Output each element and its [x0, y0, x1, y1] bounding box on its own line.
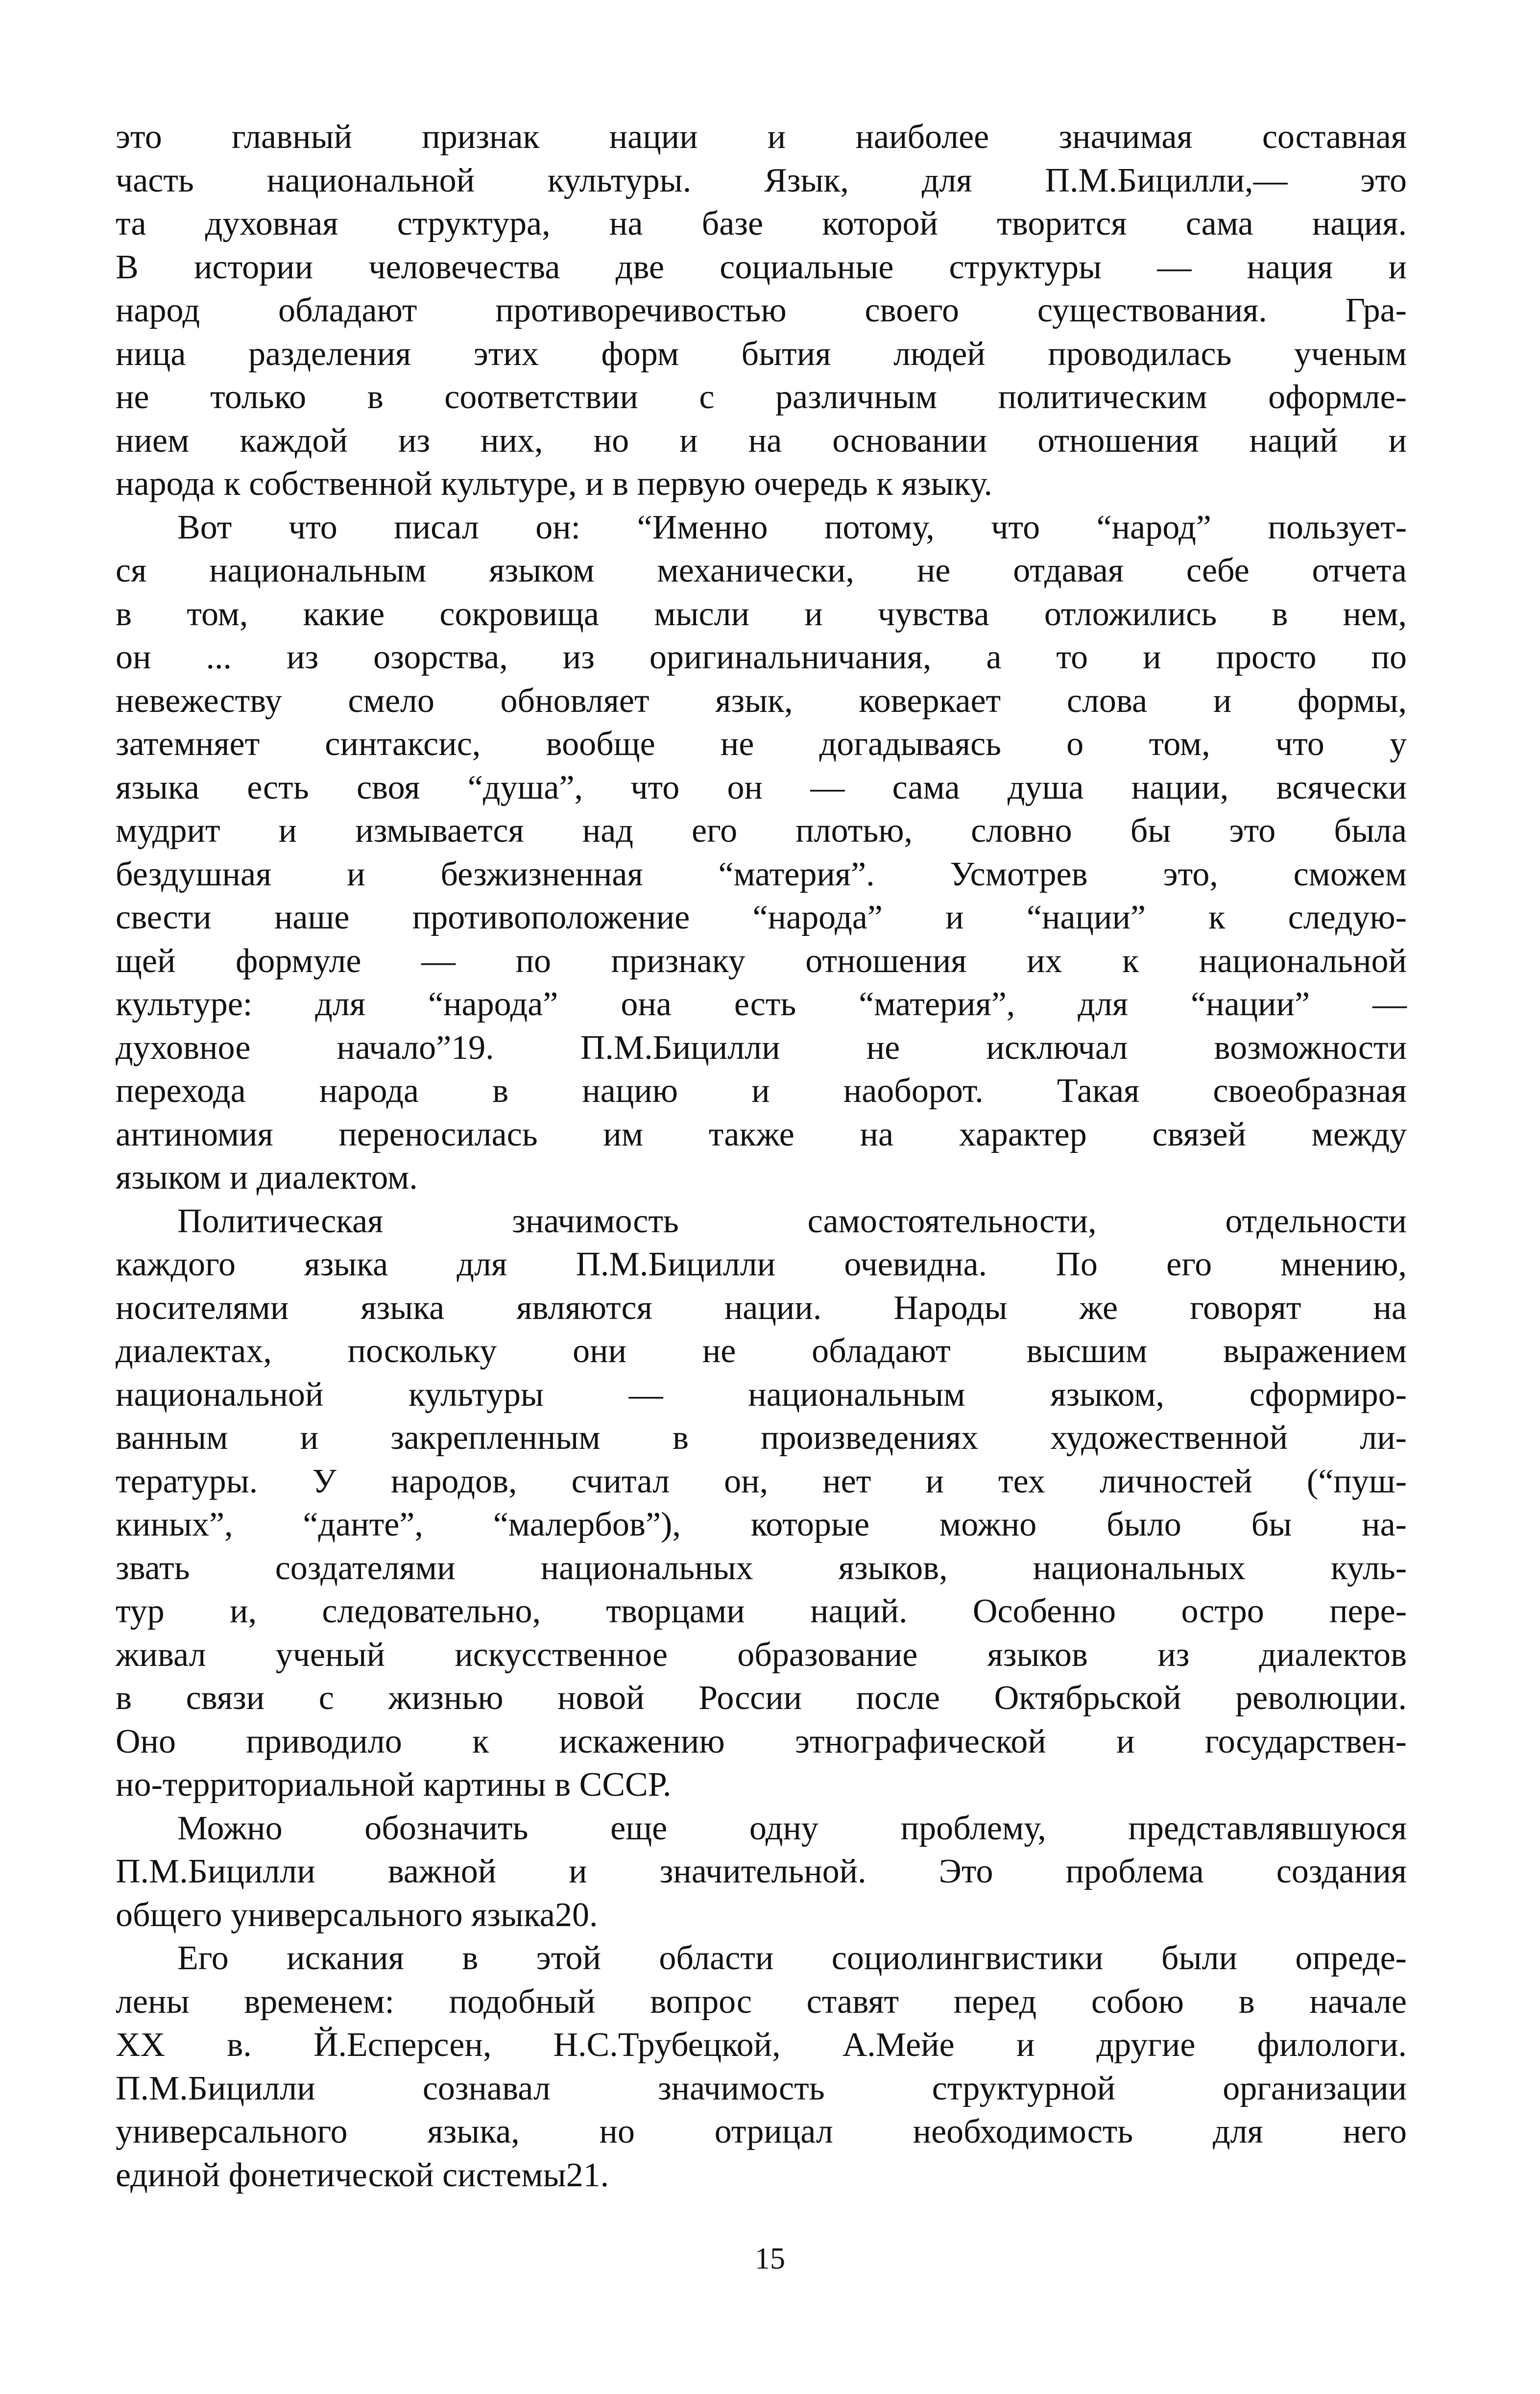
text-line: перехода народа в нацию и наоборот. Такая своеобразная: [116, 1072, 1407, 1110]
body-text: [116, 116, 1407, 2197]
text-line: тур и, следовательно, творцами наций. Особенно остро пере-: [116, 1592, 1407, 1630]
text-line: Оно приводило к искажению этнографической и государствен-: [116, 1722, 1407, 1760]
text-line: каждого языка для П.М.Бицилли очевидна. По его мнению,: [116, 1246, 1407, 1283]
text-line: мудрит и измывается над его плотью, словно бы это была: [116, 812, 1407, 850]
text-line: звать создателями национальных языков, национальных куль-: [116, 1549, 1407, 1587]
paragraph-start-line: Его искания в этой области социолингвистики были опреде-: [177, 1939, 1407, 1977]
text-line: бездушная и безжизненная “материя”. Усмотрев это, сможем: [116, 855, 1407, 893]
text-line: часть национальной культуры. Язык, для П.М.Бицилли,— это: [116, 161, 1407, 199]
text-line: тературы. У народов, считал он, нет и тех личностей (“пуш-: [116, 1462, 1407, 1500]
text-line: в связи с жизнью новой России после Октябрьской революции.: [116, 1679, 1407, 1717]
text-line: в том, какие сокровища мысли и чувства отложились в нем,: [116, 595, 1407, 633]
text-line: та духовная структура, на базе которой творится сама нация.: [116, 205, 1407, 243]
text-line: П.М.Бицилли сознавал значимость структурной организации: [116, 2069, 1407, 2107]
text-line: лены временем: подобный вопрос ставят перед собою в начале: [116, 1982, 1407, 2021]
text-line: он ... из озорства, из оригинальничания, а то и просто по: [116, 638, 1407, 676]
text-line: ванным и закрепленным в произведениях художественной ли-: [116, 1419, 1407, 1457]
text-line: не только в соответствии с различным политическим оформле-: [116, 378, 1407, 416]
text-line: диалектах, поскольку они не обладают высшим выражением: [116, 1332, 1407, 1370]
text-line: но-территориальной картины в СССР.: [116, 1766, 672, 1804]
text-line: антиномия переносилась им также на характер связей между: [116, 1115, 1407, 1153]
text-line: XX в. Й.Есперсен, Н.С.Трубецкой, А.Мейе и другие филологи.: [116, 2026, 1407, 2064]
text-line: невежеству смело обновляет язык, коверкает слова и формы,: [116, 682, 1407, 720]
text-line: П.М.Бицилли важной и значительной. Это проблема создания: [116, 1853, 1407, 1890]
text-line: народ обладают противоречивостью своего существования. Гра-: [116, 292, 1407, 329]
text-line: живал ученый искусственное образование языков из диалектов: [116, 1636, 1407, 1674]
text-line: единой фонетической системы21.: [116, 2156, 609, 2194]
text-line: киных”, “данте”, “малербов”), которые можно было бы на-: [116, 1506, 1407, 1543]
text-line: языком и диалектом.: [116, 1159, 418, 1197]
text-line: это главный признак нации и наиболее значимая составная: [116, 118, 1407, 156]
text-line: универсального языка, но отрицал необходимость для него: [116, 2113, 1407, 2150]
text-line: щей формуле — по признаку отношения их к национальной: [116, 942, 1407, 980]
text-line: национальной культуры — национальным языком, сформиро-: [116, 1375, 1407, 1414]
text-line: духовное начало”19. П.М.Бицилли не исключал возможности: [116, 1028, 1407, 1067]
text-line: культуре: для “народа” она есть “материя”, для “нации” —: [116, 985, 1407, 1023]
text-line: носителями языка являются нации. Народы же говорят на: [116, 1289, 1407, 1327]
text-line: ся национальным языком механически, не отдавая себе отчета: [116, 552, 1407, 589]
text-line: свести наше противоположение “народа” и “нации” к следую-: [116, 899, 1407, 936]
paragraph-start-line: Политическая значимость самостоятельности, отдельности: [177, 1202, 1407, 1240]
text-line: народа к собственной культуре, и в первую очередь к языку.: [116, 465, 993, 503]
text-line: В истории человечества две социальные структуры — нация и: [116, 248, 1407, 286]
text-line: ница разделения этих форм бытия людей проводилась ученым: [116, 335, 1407, 373]
text-line: общего универсального языка20.: [116, 1896, 598, 1934]
page-number: 15: [755, 2242, 785, 2275]
text-line: нием каждой из них, но и на основании отношения наций и: [116, 421, 1407, 460]
text-line: затемняет синтаксис, вообще не догадываясь о том, что у: [116, 725, 1407, 763]
text-line: языка есть своя “душа”, что он — сама душа нации, всячески: [116, 768, 1407, 806]
paragraph-start-line: Вот что писал он: “Именно потому, что “народ” пользует-: [177, 508, 1407, 546]
paragraph-start-line: Можно обозначить еще одну проблему, представлявшуюся: [177, 1809, 1407, 1847]
